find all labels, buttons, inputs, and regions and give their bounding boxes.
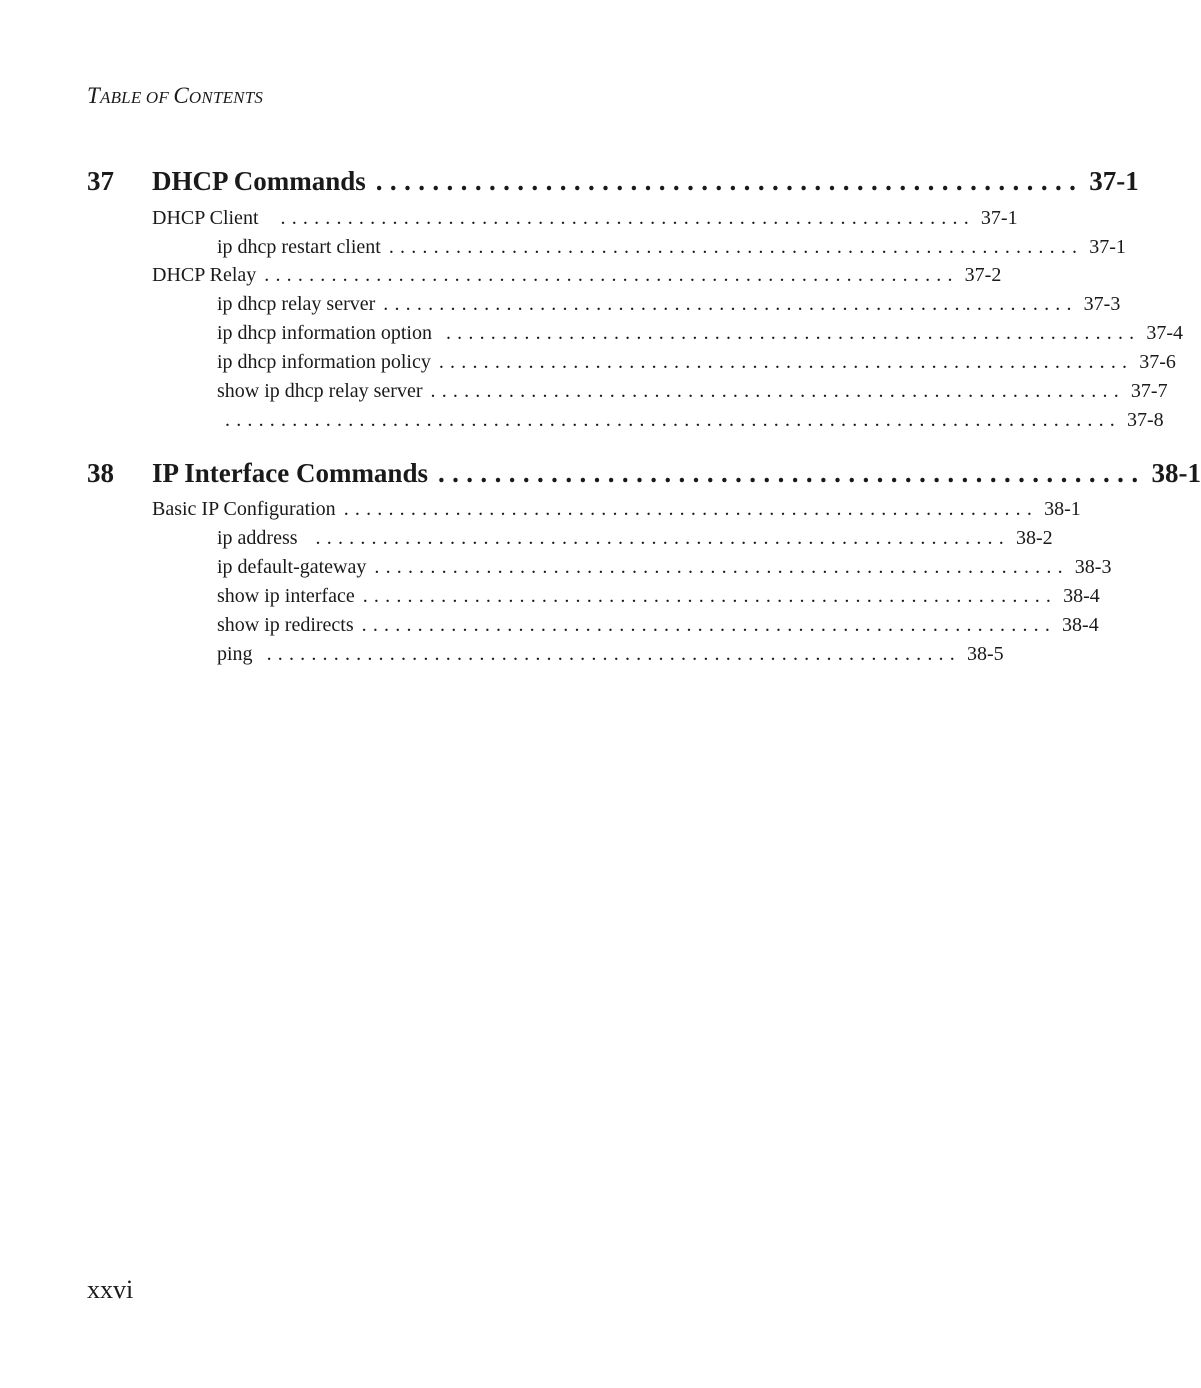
toc-chapter-37[interactable] xyxy=(87,166,1139,197)
dot-leader: .............................................................. xyxy=(388,236,1084,258)
toc-entry[interactable] xyxy=(217,527,1053,550)
entry-page-ref: 37-7 xyxy=(1130,380,1168,402)
entry-title: ip address xyxy=(217,527,298,549)
entry-title: ip dhcp relay server xyxy=(217,293,376,315)
dot-leader: .............................................................. xyxy=(280,207,975,229)
running-head-initial-c: C xyxy=(173,83,189,108)
entry-title: show ip dhcp relay server xyxy=(217,380,423,402)
toc-entry[interactable] xyxy=(217,351,1176,374)
entry-page-ref: 38-4 xyxy=(1063,585,1100,607)
toc-entry[interactable] xyxy=(152,498,1081,521)
entry-title: DHCP Client xyxy=(152,207,259,229)
dot-leader: .............................................................. xyxy=(362,585,1058,607)
dot-leader: .............................................................. xyxy=(445,322,1141,344)
toc-entry[interactable] xyxy=(217,380,1168,403)
toc-entry[interactable] xyxy=(217,556,1112,579)
dot-leader: .................................................. xyxy=(437,458,1146,488)
toc-entry[interactable] xyxy=(217,614,1099,637)
toc-entry[interactable] xyxy=(217,409,1164,432)
dot-leader: .............................................................. xyxy=(438,351,1134,373)
entry-title: ip dhcp information policy xyxy=(217,351,431,373)
entry-page-ref: 38-4 xyxy=(1062,614,1099,636)
toc-entry[interactable] xyxy=(217,585,1100,608)
entry-page-ref: 37-8 xyxy=(1127,409,1164,431)
page-number: xxvi xyxy=(87,1275,134,1304)
chapter-number: 38 xyxy=(87,458,114,488)
entry-page-ref: 38-5 xyxy=(966,643,1004,665)
toc-entry[interactable] xyxy=(217,293,1121,316)
running-head xyxy=(87,84,263,107)
entry-page-ref: 38-3 xyxy=(1074,556,1112,578)
dot-leader: .............................................................. xyxy=(266,643,961,665)
dot-leader: .............................................................. xyxy=(315,527,1010,549)
running-head-initial-t: T xyxy=(87,83,100,108)
dot-leader: .............................................................. xyxy=(430,380,1125,402)
toc-entry[interactable] xyxy=(217,236,1126,259)
dot-leader: .............................................................. xyxy=(343,498,1039,520)
entry-page-ref: 37-2 xyxy=(964,264,1002,286)
dot-leader: ................................................................................ xyxy=(225,409,1121,431)
entry-title: show ip redirects xyxy=(217,614,354,636)
running-head-small-caps-1: ABLE OF xyxy=(100,88,174,107)
entry-page-ref: 38-2 xyxy=(1015,527,1053,549)
entry-title: Basic IP Configuration xyxy=(152,498,336,520)
running-head-small-caps-2: ONTENTS xyxy=(188,88,264,107)
entry-title: DHCP Relay xyxy=(152,264,257,286)
entry-title: ping xyxy=(217,643,253,665)
chapter-number: 37 xyxy=(87,166,114,196)
toc-entry[interactable] xyxy=(152,207,1018,230)
entry-page-ref: 37-3 xyxy=(1083,293,1121,315)
entry-page-ref: 37-1 xyxy=(980,207,1018,229)
dot-leader: .............................................................. xyxy=(374,556,1069,578)
chapter-page-ref: 37-1 xyxy=(1089,166,1139,196)
entry-page-ref: 38-1 xyxy=(1044,498,1081,520)
dot-leader: .............................................................. xyxy=(383,293,1078,315)
entry-page-ref: 37-6 xyxy=(1139,351,1176,373)
chapter-title: IP Interface Commands xyxy=(152,458,428,488)
dot-leader: .............................................................. xyxy=(264,264,959,286)
toc-chapter-38[interactable] xyxy=(87,458,1201,489)
chapter-page-ref: 38-1 xyxy=(1151,458,1201,488)
dot-leader: .................................................. xyxy=(375,166,1084,196)
toc-entry[interactable] xyxy=(217,322,1184,345)
entry-title: ip dhcp restart client xyxy=(217,236,381,258)
entry-title: ip dhcp information option xyxy=(217,322,432,344)
entry-title: ip default-gateway xyxy=(217,556,367,578)
chapter-title: DHCP Commands xyxy=(152,166,366,196)
dot-leader: .............................................................. xyxy=(361,614,1057,636)
toc-entry[interactable] xyxy=(152,264,1002,287)
entry-page-ref: 37-4 xyxy=(1146,322,1184,344)
entry-page-ref: 37-1 xyxy=(1089,236,1126,258)
toc-entry[interactable] xyxy=(217,643,1004,666)
entry-title: show ip interface xyxy=(217,585,355,607)
